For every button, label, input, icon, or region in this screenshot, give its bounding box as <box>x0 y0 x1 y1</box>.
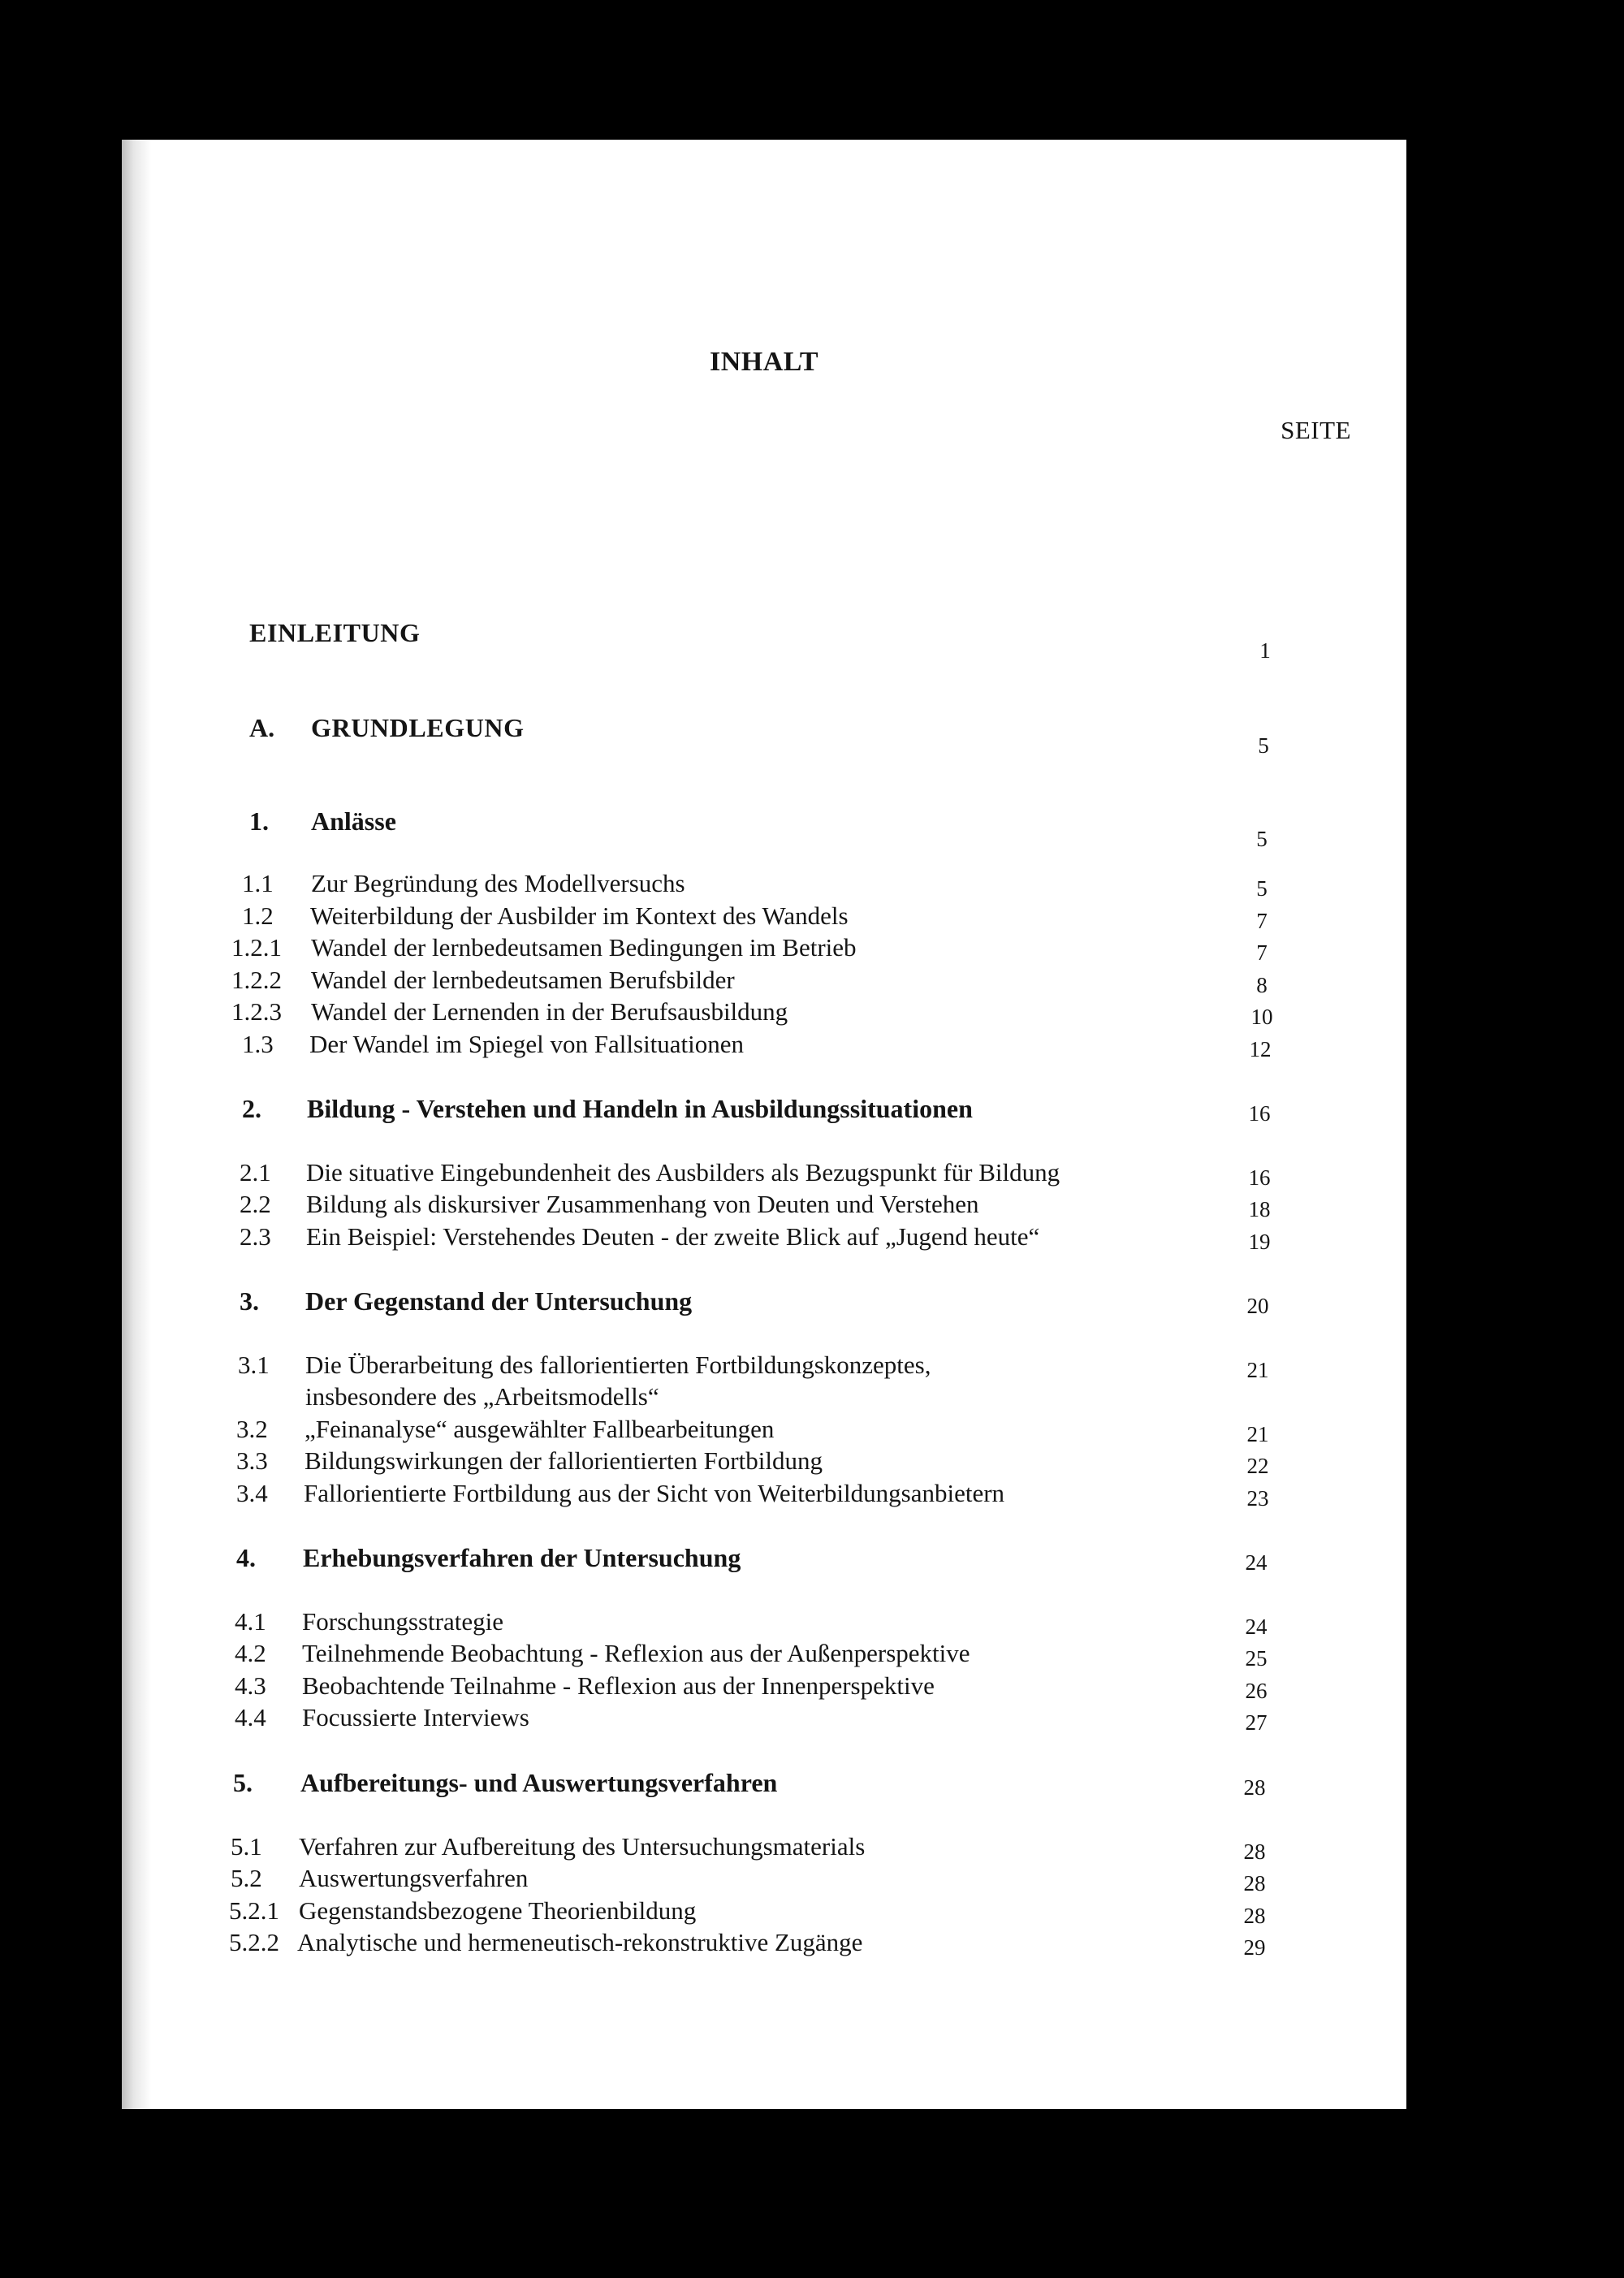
toc-entry-number: A. <box>249 713 275 742</box>
toc-entry-page: 5 <box>1258 733 1269 758</box>
toc-entry-number: 2.1 <box>240 1158 271 1187</box>
toc-entry-number: 2. <box>242 1094 261 1123</box>
toc-entry-title: Wandel der lernbedeutsamen Berufsbilder <box>311 966 735 994</box>
toc-entry <box>122 901 1406 932</box>
toc-entry-title: „Feinanalyse“ ausgewählter Fallbearbeitungen <box>304 1415 775 1443</box>
toc-entry-title: Gegenstandsbezogene Theorienbildung <box>299 1896 697 1925</box>
toc-entry <box>122 1093 1406 1124</box>
toc-entry-number: 5.1 <box>231 1832 262 1861</box>
toc-entry-title: Zur Begründung des Modellversuchs <box>311 869 685 897</box>
toc-entry-number: 1.2.3 <box>231 997 282 1026</box>
toc-entry-title: Erhebungsverfahren der Untersuchung <box>303 1543 741 1572</box>
toc-entry-number: 5.2.2 <box>229 1928 279 1956</box>
toc-entry-title: Fallorientierte Fortbildung aus der Sicht von Weiterbildungsanbietern <box>304 1479 1005 1507</box>
toc-entry <box>122 617 1406 663</box>
toc-entry-number: 4.2 <box>235 1639 266 1667</box>
book-page <box>122 140 1406 2109</box>
toc-entry-number: 1.3 <box>242 1030 274 1058</box>
toc-entry <box>122 1446 1406 1476</box>
toc-entry-number: 4. <box>236 1543 256 1572</box>
toc-entry-page: 28 <box>1243 1904 1266 1928</box>
toc-entry <box>122 1671 1406 1701</box>
toc-entry-page: 22 <box>1246 1454 1269 1478</box>
toc-entry-number: 4.4 <box>235 1703 266 1731</box>
page-title: INHALT <box>709 347 819 377</box>
toc-entry-page: 16 <box>1248 1165 1271 1190</box>
toc-entry-page: 19 <box>1248 1230 1271 1254</box>
toc-entry <box>122 996 1406 1027</box>
toc-entry-title: GRUNDLEGUNG <box>311 713 525 742</box>
toc-entry-page: 28 <box>1243 1775 1266 1800</box>
toc-entry-page: 5 <box>1256 827 1268 851</box>
toc-entry-title: Anlässe <box>311 806 396 836</box>
toc-entry <box>122 1157 1406 1188</box>
toc-entry <box>122 932 1406 963</box>
toc-entry-page: 28 <box>1243 1871 1266 1895</box>
toc-entry-title: Bildung als diskursiver Zusammenhang von Deuten und Verstehen <box>306 1190 979 1218</box>
toc-entry <box>122 1895 1406 1926</box>
toc-entry-page: 5 <box>1256 876 1268 901</box>
toc-entry-title: Aufbereitungs- und Auswertungsverfahren <box>300 1768 778 1797</box>
toc-entry <box>122 868 1406 899</box>
toc-entry-number: 3.3 <box>236 1446 268 1475</box>
toc-entry-number: 1. <box>249 806 269 836</box>
toc-entry-title: insbesondere des „Arbeitsmodells“ <box>305 1382 659 1411</box>
toc-entry-title: Analytische und hermeneutisch-rekonstruktive Zugänge <box>297 1928 863 1956</box>
toc-entry <box>122 1381 1406 1412</box>
toc-entry <box>122 1286 1406 1316</box>
toc-entry-page: 7 <box>1256 909 1268 933</box>
toc-entry <box>122 1414 1406 1445</box>
toc-entry <box>122 712 1406 758</box>
toc-entry-title: Die situative Eingebundenheit des Ausbilders als Bezugspunkt für Bildung <box>306 1158 1060 1187</box>
toc-entry-page: 1 <box>1259 638 1271 663</box>
toc-entry-title: Weiterbildung der Ausbilder im Kontext des Wandels <box>310 901 849 930</box>
toc-entry <box>122 1542 1406 1573</box>
toc-entry-number: 4.1 <box>235 1607 266 1636</box>
toc-entry <box>122 1478 1406 1509</box>
toc-entry-page: 8 <box>1256 973 1268 997</box>
toc-entry <box>122 1702 1406 1733</box>
toc-entry-title: Teilnehmende Beobachtung - Reflexion aus der Außenperspektive <box>302 1639 970 1667</box>
toc-entry-title: Der Wandel im Spiegel von Fallsituationen <box>309 1030 745 1058</box>
toc-entry-title: Ein Beispiel: Verstehendes Deuten - der zweite Blick auf „Jugend heute“ <box>306 1222 1040 1251</box>
toc-entry-title: Der Gegenstand der Untersuchung <box>305 1286 693 1316</box>
toc-entry-title: Bildung - Verstehen und Handeln in Ausbildungssituationen <box>307 1094 973 1123</box>
toc-entry-page: 7 <box>1256 940 1268 965</box>
toc-entry-page: 21 <box>1246 1358 1269 1382</box>
toc-entry-number: 1.2.1 <box>231 933 282 962</box>
toc-entry-title: Focussierte Interviews <box>302 1703 529 1731</box>
toc-entry <box>122 806 1406 851</box>
toc-entry-number: 2.2 <box>240 1190 271 1218</box>
toc-entry-number: 5.2.1 <box>229 1896 279 1925</box>
toc-entry-number: 1.1 <box>242 869 274 897</box>
toc-entry-title: Verfahren zur Aufbereitung des Untersuchungsmaterials <box>299 1832 866 1861</box>
toc-entry-number: 1.2.2 <box>231 966 282 994</box>
toc-entry-page: 29 <box>1243 1935 1266 1960</box>
toc-entry-page: 25 <box>1245 1646 1268 1671</box>
toc-entry-title: Wandel der Lernenden in der Berufsausbildung <box>311 997 788 1026</box>
toc-entry-number: 1.2 <box>242 901 274 930</box>
toc-entry-title: Die Überarbeitung des fallorientierten Fortbildungskonzeptes, <box>305 1351 931 1379</box>
toc-entry-title: Wandel der lernbedeutsamen Bedingungen im Betrieb <box>311 933 857 962</box>
toc-entry <box>122 1189 1406 1220</box>
toc-entry-page: 24 <box>1245 1550 1268 1575</box>
toc-entry-page: 23 <box>1246 1486 1269 1511</box>
toc-entry <box>122 1029 1406 1060</box>
toc-entry-title: Beobachtende Teilnahme - Reflexion aus der Innenperspektive <box>302 1671 935 1700</box>
toc-entry-page: 16 <box>1248 1101 1271 1126</box>
toc-entry-title: Bildungswirkungen der fallorientierten Fortbildung <box>304 1446 823 1475</box>
toc-entry-page: 12 <box>1249 1037 1272 1061</box>
toc-entry-title: EINLEITUNG <box>249 618 421 647</box>
toc-entry-number: 2.3 <box>240 1222 271 1251</box>
toc-entry <box>122 1831 1406 1862</box>
toc-entry-number: 5. <box>233 1768 253 1797</box>
toc-entry-page: 24 <box>1245 1614 1268 1639</box>
toc-entry-number: 3.4 <box>236 1479 268 1507</box>
toc-entry-number: 3.2 <box>236 1415 268 1443</box>
toc-entry-number: 3. <box>240 1286 259 1316</box>
toc-entry-page: 26 <box>1245 1679 1268 1703</box>
toc-entry-page: 21 <box>1246 1422 1269 1446</box>
toc-entry <box>122 1638 1406 1669</box>
toc-entry <box>122 1221 1406 1252</box>
toc-entry <box>122 1863 1406 1894</box>
toc-entry-page: 28 <box>1243 1839 1266 1864</box>
toc-entry-title: Forschungsstrategie <box>302 1607 503 1636</box>
toc-entry-page: 20 <box>1246 1294 1269 1318</box>
toc-entry <box>122 1350 1406 1381</box>
toc-entry-page: 10 <box>1250 1005 1273 1029</box>
toc-entry-number: 4.3 <box>235 1671 266 1700</box>
page-spine-shadow <box>122 140 151 2109</box>
toc-entry <box>122 965 1406 996</box>
toc-entry <box>122 1927 1406 1958</box>
toc-entry-page: 18 <box>1248 1197 1271 1221</box>
toc-entry-number: 5.2 <box>231 1864 262 1892</box>
toc-entry-number: 3.1 <box>238 1351 270 1379</box>
toc-entry-page: 27 <box>1245 1710 1268 1735</box>
toc-entry <box>122 1767 1406 1798</box>
toc-entry-title: Auswertungsverfahren <box>299 1864 529 1892</box>
toc-entry <box>122 1606 1406 1637</box>
page-column-header: SEITE <box>1281 416 1351 444</box>
